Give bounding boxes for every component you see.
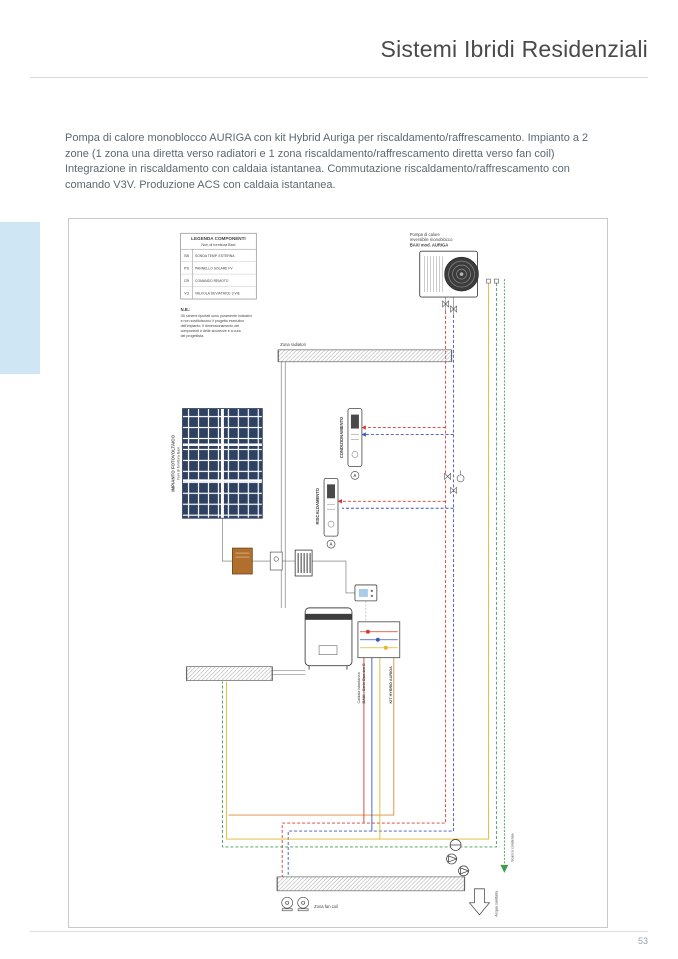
pv-array (171, 409, 263, 519)
dhw-arrow-icon (470, 889, 490, 915)
schematic-frame (68, 218, 608, 928)
marker-a: A (329, 541, 333, 547)
kit-label: KIT HYBRID AURIGA (388, 666, 393, 704)
radiator-zone-top (278, 342, 451, 362)
boiler-label-2: BAXI - Serie Duo-tec E (361, 663, 366, 704)
legend-row-label: VALVOLA DEVIATRICE 3 VIE (195, 291, 240, 296)
dhw-output (470, 833, 515, 916)
heat-pump-label-3: BAXI mod. AURIGA (409, 242, 449, 248)
legend-row-code: PS (184, 266, 190, 271)
note-line: Gli schemi riportati sono puramente indicativi (180, 313, 252, 318)
radiator-bottom (277, 877, 464, 891)
pv-label-1: IMPIANTO FOTOVOLTAICO (170, 435, 176, 492)
legend-row-label: SONDA TEMP. ESTERNA (195, 254, 235, 259)
pump-icon (459, 866, 469, 876)
isolator-icons (486, 279, 498, 283)
radiator-left (187, 667, 273, 681)
room-thermostat (355, 585, 377, 601)
bottom-divider (30, 931, 648, 932)
valve-icon (451, 487, 457, 493)
legend-row-code: V3 (184, 291, 189, 296)
marker-a: A (353, 472, 357, 478)
note-line: e non sostituiscono il progetto esecutivo (180, 318, 245, 323)
pipe-orange (228, 658, 393, 815)
top-divider (30, 77, 648, 78)
fan-coil-icon (298, 897, 309, 910)
zone-fancoil-label: Zona fan coil (314, 903, 338, 909)
intro-paragraph: Pompa di calore monoblocco AURIGA con kit Hybrid Auriga per riscaldamento/raffrescamento. Impianto a 2 zone (1 zona una diretta verso radiatori e 1 zona riscaldamento/raffrescamento diretta verso fan coil) Integrazione in riscaldamento con caldaia istantanea. Commutazione riscaldamento/raffrescamento con comando V3V. Produzione ACS con caldaia istantanea. (65, 132, 589, 191)
pump-icon (447, 854, 457, 864)
legend-subtitle: Non di fornitura Baxi (201, 243, 236, 248)
pv-label-2: Non di fornitura Baxi (176, 447, 181, 480)
section-tab-marker (0, 222, 40, 374)
notes-block (181, 307, 252, 338)
cooling-control-label: CONDIZIONAMENTO (338, 416, 344, 459)
note-line: dell'impianto. Il dimensionamento dei (180, 323, 240, 328)
note-line: del progettista. (180, 333, 205, 338)
drain-arrowhead (500, 865, 508, 873)
boiler-label-1: Caldaia istantanea (356, 672, 361, 704)
legend-row-label: PANNELLO SOLARE FV (195, 266, 233, 271)
page-title: Sistemi Ibridi Residenziali (380, 36, 648, 62)
drain-label: Scarico condensa (510, 833, 515, 862)
radiator-top (278, 350, 451, 362)
boiler-unit (305, 608, 366, 704)
fan-coil-icon (282, 897, 293, 910)
heat-pump-label-2: reversibile monoblocco (409, 237, 453, 243)
legend-row-code: CR (183, 279, 190, 284)
heating-control (315, 478, 338, 548)
valve-icon (445, 473, 451, 479)
cooling-control (339, 409, 362, 480)
note-line: componenti e delle sicurezze è a cura (180, 328, 241, 333)
fancoil-zone-bottom (277, 877, 464, 911)
inverter-box (232, 548, 252, 574)
dhw-label: Acqua sanitaria (494, 890, 499, 917)
radiator-zone-left (187, 667, 273, 681)
pipe-green (222, 283, 496, 847)
valve-cluster (445, 470, 464, 493)
heating-control-label: RISCALDAMENTO (315, 487, 321, 525)
zone-radiators-label: Zona radiatori (280, 341, 306, 347)
legend-table (181, 233, 257, 299)
legend-row-code: SB (184, 254, 190, 259)
hydraulic-schematic (69, 219, 607, 927)
page-number: 53 (637, 936, 648, 946)
pipe-network (222, 279, 508, 877)
pump-group (447, 840, 469, 876)
notes-title: N.B.: (180, 306, 191, 312)
heat-pump-unit (410, 232, 479, 312)
legend-row-label: COMANDO REMOTO (195, 279, 229, 284)
heat-pump-label-1: Pompa di calore (409, 232, 440, 238)
electrical-components (232, 548, 312, 576)
legend-title: LEGENDA COMPONENTI (191, 236, 246, 242)
gauge-icon (457, 475, 464, 482)
